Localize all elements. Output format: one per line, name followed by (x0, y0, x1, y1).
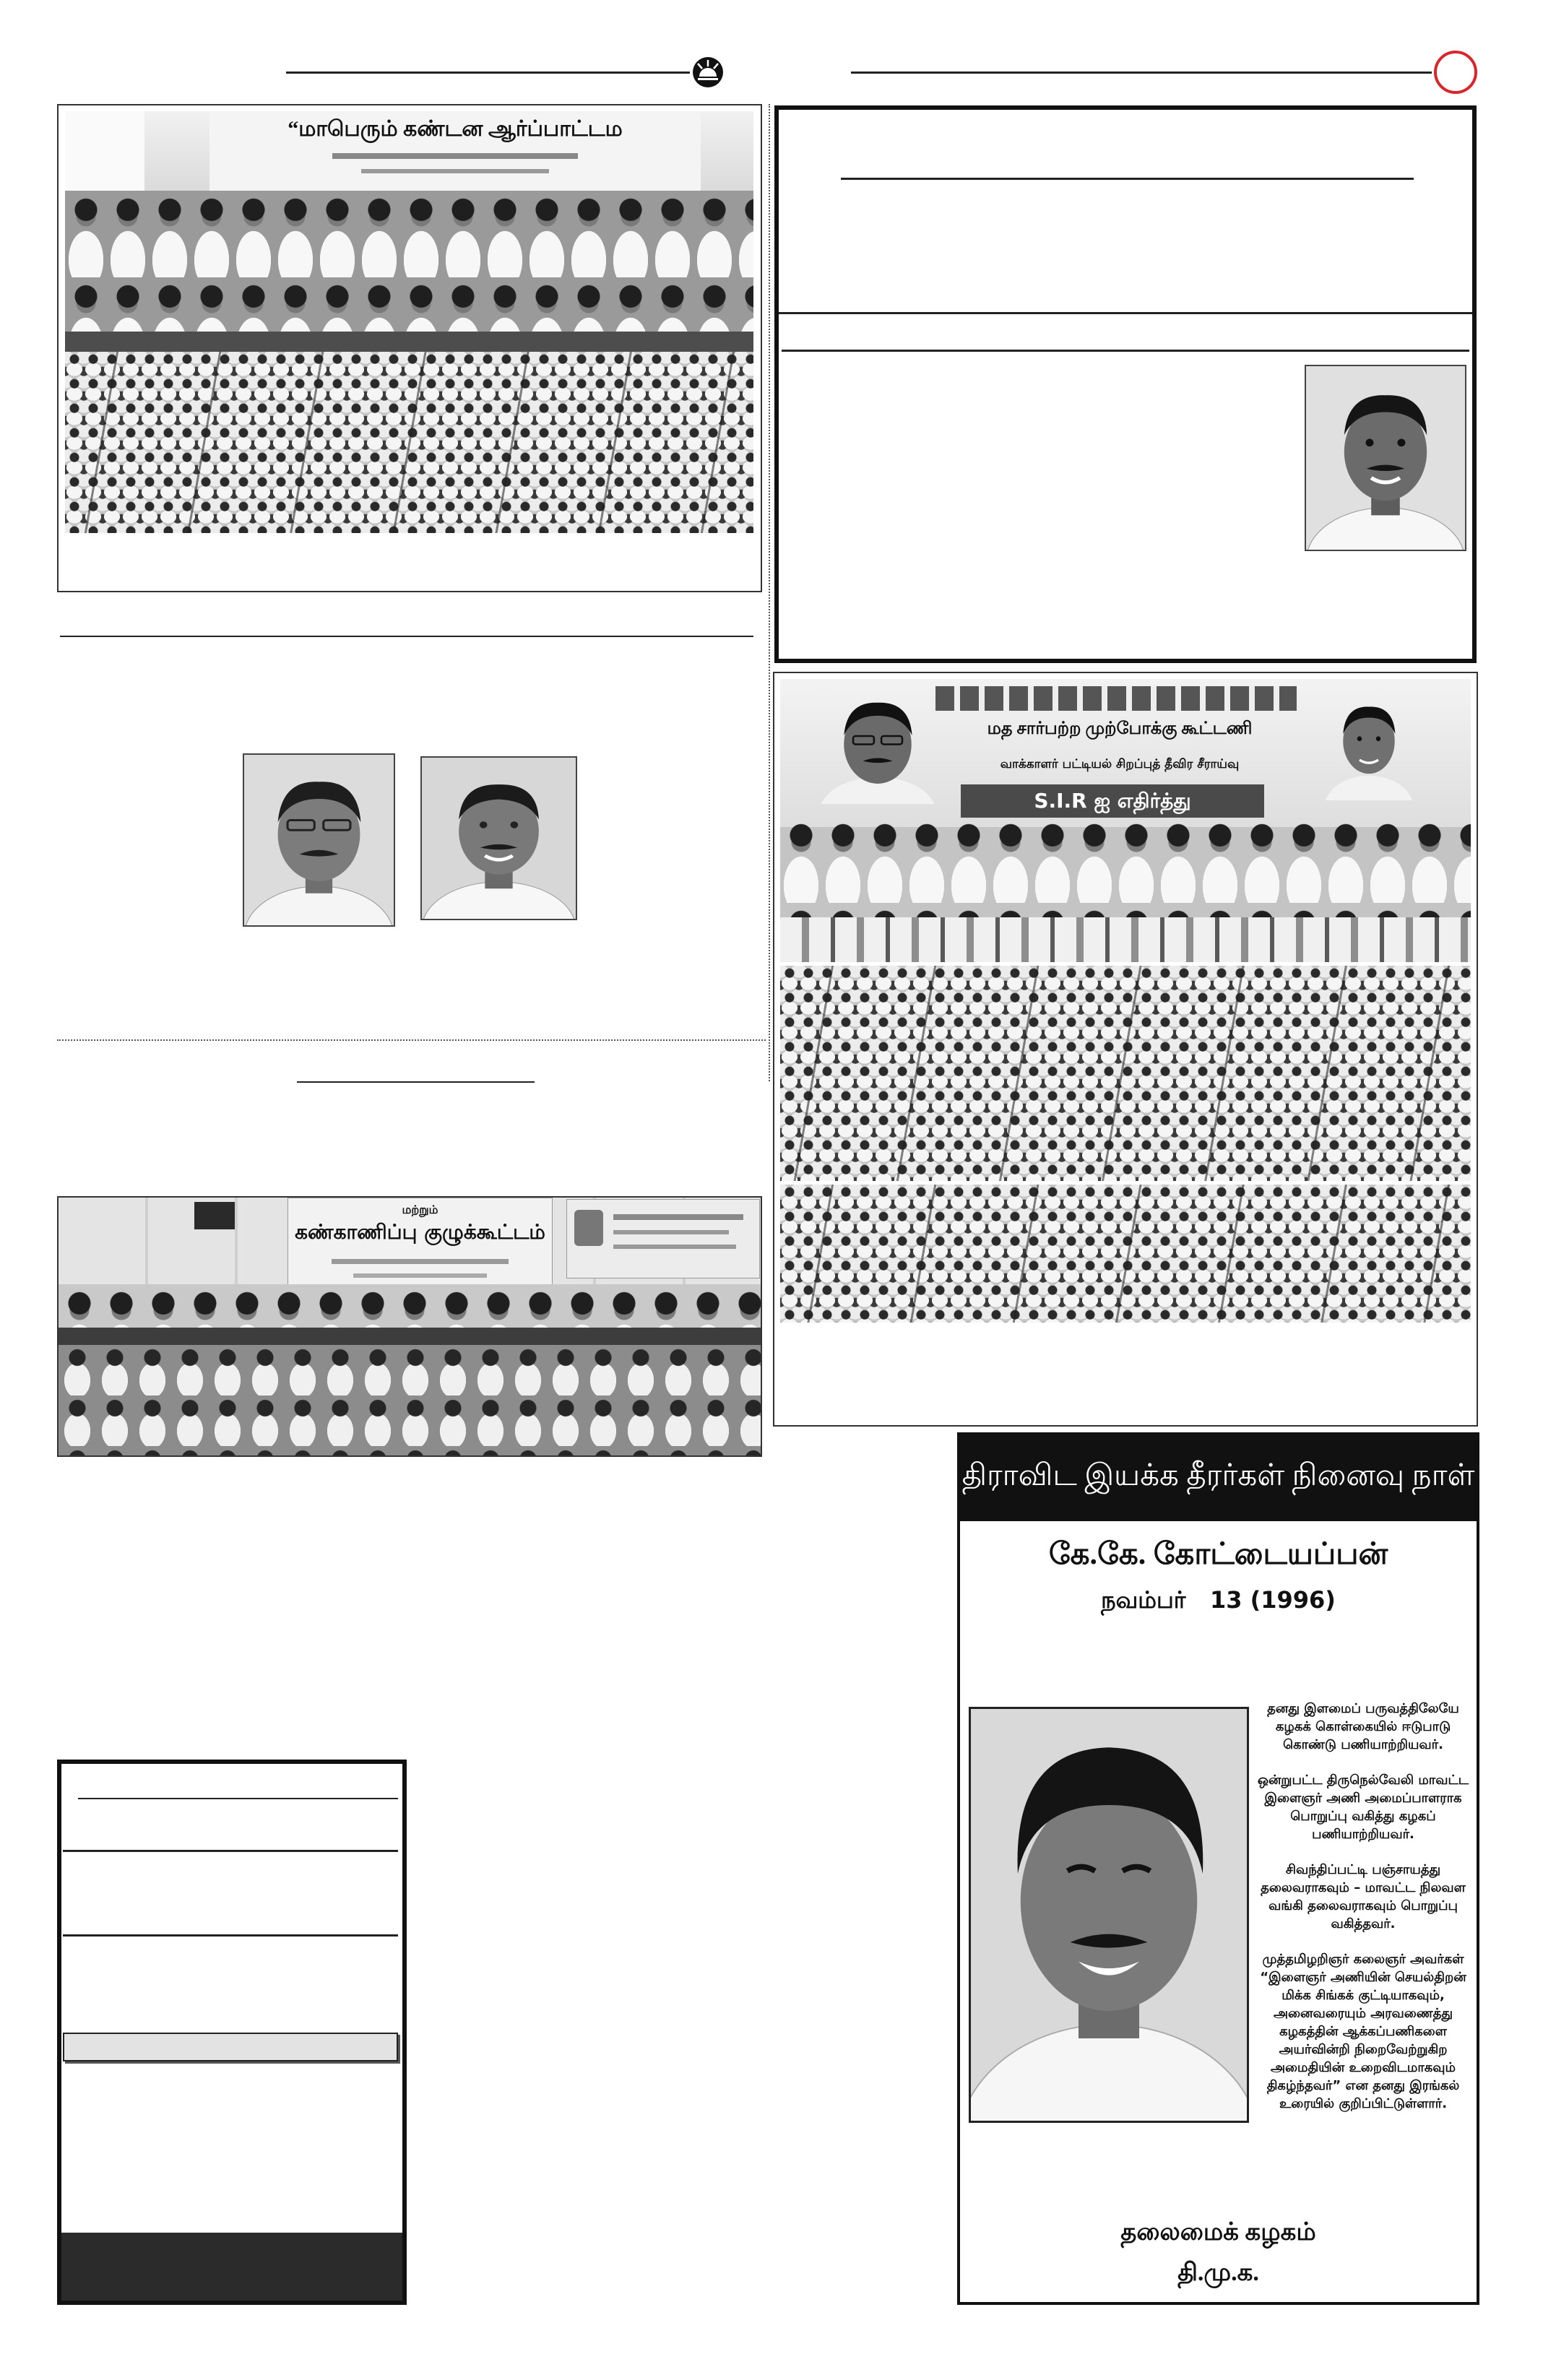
right-rally-photo (780, 679, 1471, 1323)
dotted-rule-horizontal (57, 1039, 766, 1041)
rising-sun-icon (691, 56, 725, 89)
section-rule (60, 636, 753, 637)
dotted-rule-vertical (769, 104, 770, 1081)
stage-decoration (780, 917, 1471, 962)
dais-table (59, 1328, 761, 1345)
stage-leaders-row (780, 816, 1471, 917)
sir-band-text: S.I.R ஐ எதிர்த்து (1034, 789, 1191, 813)
left-box-dark-band (61, 2233, 402, 2301)
left-box-rule (63, 1934, 398, 1937)
right-rally-flags-upper (780, 966, 1471, 1181)
header-rule-left (286, 72, 690, 74)
meeting-banner (288, 1198, 553, 1297)
right-box-divider (779, 312, 1472, 314)
memorial-bio-paragraph: தனது இளமைப் பருவத்திலேயே கழகக் கொள்கையில் ஈடுபாடு கொண்டு பணியாற்றியவர். (1267, 1701, 1459, 1752)
portrait-photo-right (420, 756, 577, 920)
meeting-banner-fineprint (332, 1259, 509, 1264)
sir-band (961, 784, 1264, 818)
left-box-rule (78, 1798, 398, 1799)
right-rally-flags-lower (780, 1185, 1471, 1323)
rally-white-flag (65, 111, 144, 198)
memorial-bio (1254, 1700, 1472, 2155)
memorial-portrait (969, 1707, 1249, 2123)
meeting-banner-fineprint (353, 1273, 487, 1278)
meeting-side-fineprint (613, 1245, 736, 1249)
header-rule-right (851, 72, 1432, 74)
memorial-date: நவம்பர் 13 (1996) (1101, 1586, 1336, 1614)
stage-railing (65, 332, 753, 352)
banner-portrait-right (1322, 692, 1416, 800)
memorial-name: கே.கே. கோட்டையப்பன் (1048, 1538, 1388, 1571)
memorial-header: திராவிட இயக்க தீரர்கள் நினைவு நாள் (961, 1459, 1475, 1492)
collage-separator (780, 962, 1471, 966)
right-box-divider-inner (782, 350, 1469, 352)
emblem-icon (574, 1210, 603, 1246)
memorial-bio-paragraph: முத்தமிழறிஞர் கலைஞர் அவர்கள் “இளைஞர் அணியின் செயல்திறன் மிக்க சிங்கக் குட்டியாகவும், அனைவரையும் அரவணைத்து கழகத்தின் ஆக்கப்பணிகளை அயர்வின்றி நிறைவேற்றுகிற அமைதியின் உறைவிடமாகவும் திகழ்ந்தவர்” என தனது இரங்கல் உரையில் குறிப்பிட்டுள்ளார். (1260, 1952, 1466, 2111)
memorial-header-band (960, 1435, 1477, 1521)
page-number-circle (1434, 51, 1477, 94)
rally-flags (65, 352, 753, 533)
stage-leaders-row (65, 191, 753, 335)
rally-banner (209, 111, 701, 198)
short-rule (297, 1081, 535, 1083)
memorial-footer-party: தி.மு.க. (1177, 2259, 1259, 2286)
meeting-audience (59, 1345, 761, 1455)
rally-banner-fineprint (332, 153, 578, 159)
alliance-banner-title: மத சார்பற்ற முற்போக்கு கூட்டணி (987, 719, 1253, 738)
meeting-banner-small: மற்றும் (402, 1203, 438, 1216)
right-box-title-rule (841, 178, 1414, 180)
meeting-photo (57, 1196, 762, 1457)
portrait-photo-left (243, 753, 395, 927)
leaders-thumbnail-strip (935, 686, 1297, 711)
banner-portrait-left (816, 685, 939, 804)
rally-banner-fineprint (361, 169, 549, 173)
meeting-banner-title: கண்காணிப்பு குழுக்கூட்டம் (295, 1220, 545, 1244)
memorial-bio-paragraph: சிவந்திப்பட்டி பஞ்சாயத்து தலைவராகவும் – மாவட்ட நிலவள வங்கி தலைவராகவும் பொறுப்பு வகித்தவர். (1261, 1862, 1466, 1931)
rally-photo (65, 111, 753, 533)
memorial-bio-paragraph: ஒன்றுபட்ட திருநெல்வேலி மாவட்ட இளைஞர் அணி அமைப்பாளராக பொறுப்பு வகித்து கழகப் பணியாற்றியவர். (1257, 1773, 1469, 1842)
left-box-rule (63, 1850, 398, 1852)
memorial-footer-org: தலைமைக் கழகம் (1120, 2219, 1316, 2246)
monitor-screen (194, 1202, 235, 1229)
rally-banner-title: “மாபெரும் கண்டன ஆர்ப்பாட்டம (288, 117, 623, 141)
right-box-portrait (1305, 365, 1466, 551)
meeting-side-fineprint (613, 1230, 729, 1234)
alliance-banner-subtitle: வாக்காளர் பட்டியல் சிறப்புத் தீவிர சீராய்வு (1000, 757, 1240, 771)
meeting-side-banner (566, 1199, 760, 1278)
left-box-gray-bar (63, 2033, 398, 2061)
meeting-side-fineprint (613, 1214, 743, 1220)
